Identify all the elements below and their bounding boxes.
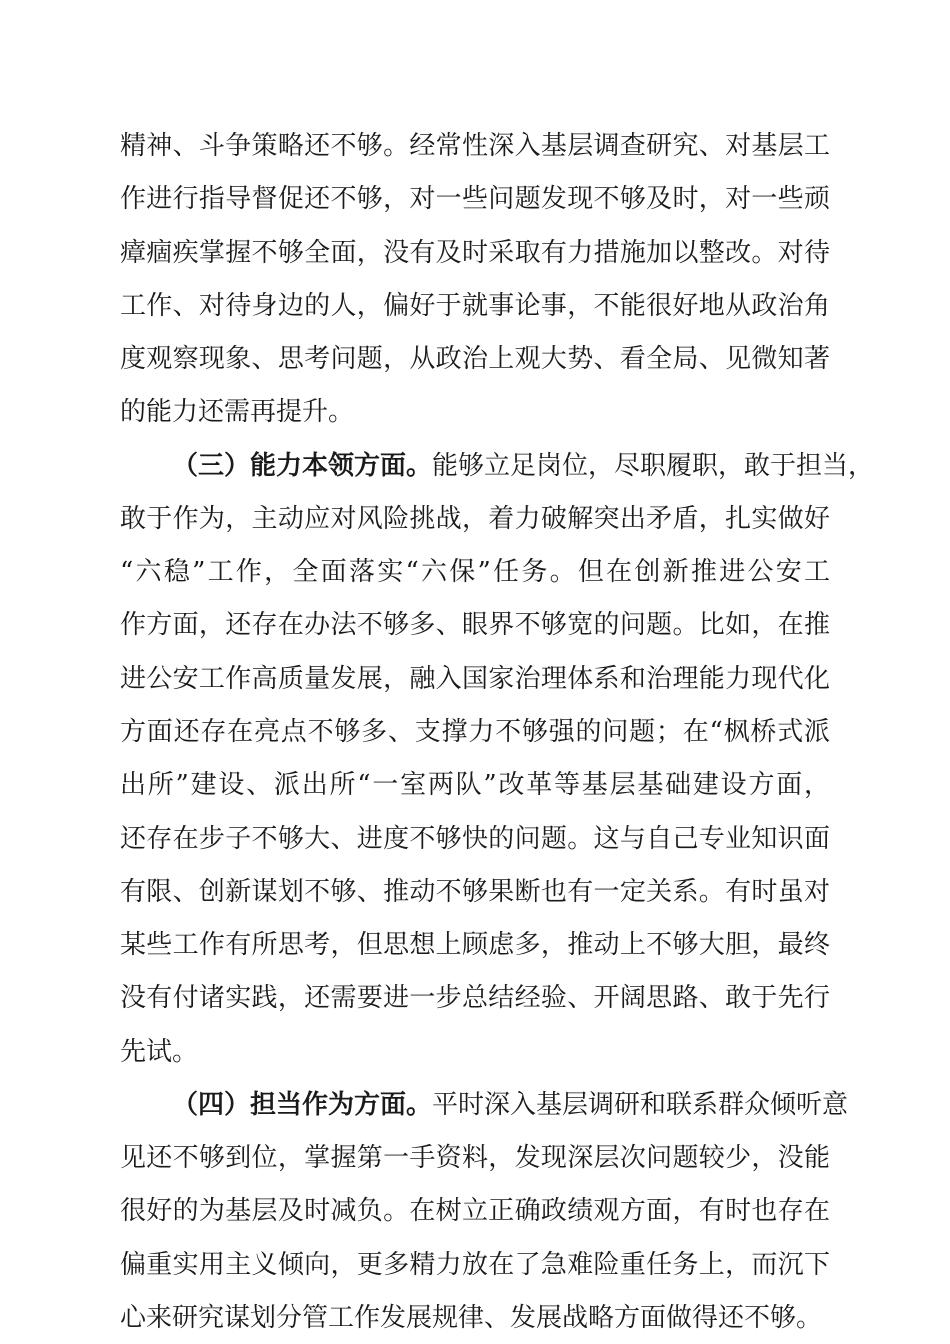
paragraph-line: 瘴痼疾掌握不够全面，没有及时采取有力措施加以整改。对待: [120, 237, 830, 268]
paragraph-line: 进公安工作高质量发展，融入国家治理体系和治理能力现代化: [120, 663, 830, 694]
section-3-first-line-text: 能够立足岗位，尽职履职，敢于担当，: [432, 450, 875, 481]
paragraph-line: 没有付诸实践，还需要进一步总结经验、开阔思路、敢于先行: [120, 983, 830, 1014]
paragraph-line: 出所”建设、派出所“一室两队”改革等基层基础建设方面，: [120, 770, 830, 801]
paragraph-line: 心来研究谋划分管工作发展规律、发展战略方面做得还不够。: [120, 1303, 823, 1333]
paragraph-line: 的能力还需再提升。: [120, 397, 355, 428]
paragraph-line: 某些工作有所思考，但思想上顾虑多，推动上不够大胆，最终: [120, 930, 830, 961]
paragraph-line: 见还不够到位，掌握第一手资料，发现深层次问题较少，没能: [120, 1143, 830, 1174]
paragraph-line: 偏重实用主义倾向，更多精力放在了急难险重任务上，而沉下: [120, 1249, 830, 1280]
paragraph-line: 工作、对待身边的人，偏好于就事论事，不能很好地从政治角: [120, 290, 830, 321]
paragraph-line: 先试。: [120, 1036, 199, 1067]
section-4-heading: （四）担当作为方面。: [172, 1089, 433, 1120]
paragraph-line: 作进行指导督促还不够，对一些问题发现不够及时，对一些顽: [120, 184, 830, 215]
paragraph-line: “六稳”工作，全面落实“六保”任务。但在创新推进公安工: [120, 557, 830, 588]
section-3-heading: （三）能力本领方面。: [172, 450, 433, 481]
section-4-first-line-text: 平时深入基层调研和联系群众倾听意: [432, 1089, 849, 1120]
section-3-first-line: [172, 448, 875, 484]
paragraph-line: 方面还存在亮点不够多、支撑力不够强的问题；在“枫桥式派: [120, 717, 830, 747]
paragraph-line: 作方面，还存在办法不够多、眼界不够宽的问题。比如，在推: [120, 610, 830, 641]
paragraph-line: 很好的为基层及时减负。在树立正确政绩观方面，有时也存在: [120, 1196, 830, 1227]
section-4-first-line: [172, 1087, 849, 1123]
paragraph-line: 敢于作为，主动应对风险挑战，着力破解突出矛盾，扎实做好: [120, 503, 830, 534]
paragraph-line: 还存在步子不够大、进度不够快的问题。这与自己专业知识面: [120, 823, 830, 854]
paragraph-line: 有限、创新谋划不够、推动不够果断也有一定关系。有时虽对: [120, 876, 830, 907]
paragraph-line: 精神、斗争策略还不够。经常性深入基层调查研究、对基层工: [120, 131, 830, 161]
paragraph-line: 度观察现象、思考问题，从政治上观大势、看全局、见微知著: [120, 344, 830, 375]
